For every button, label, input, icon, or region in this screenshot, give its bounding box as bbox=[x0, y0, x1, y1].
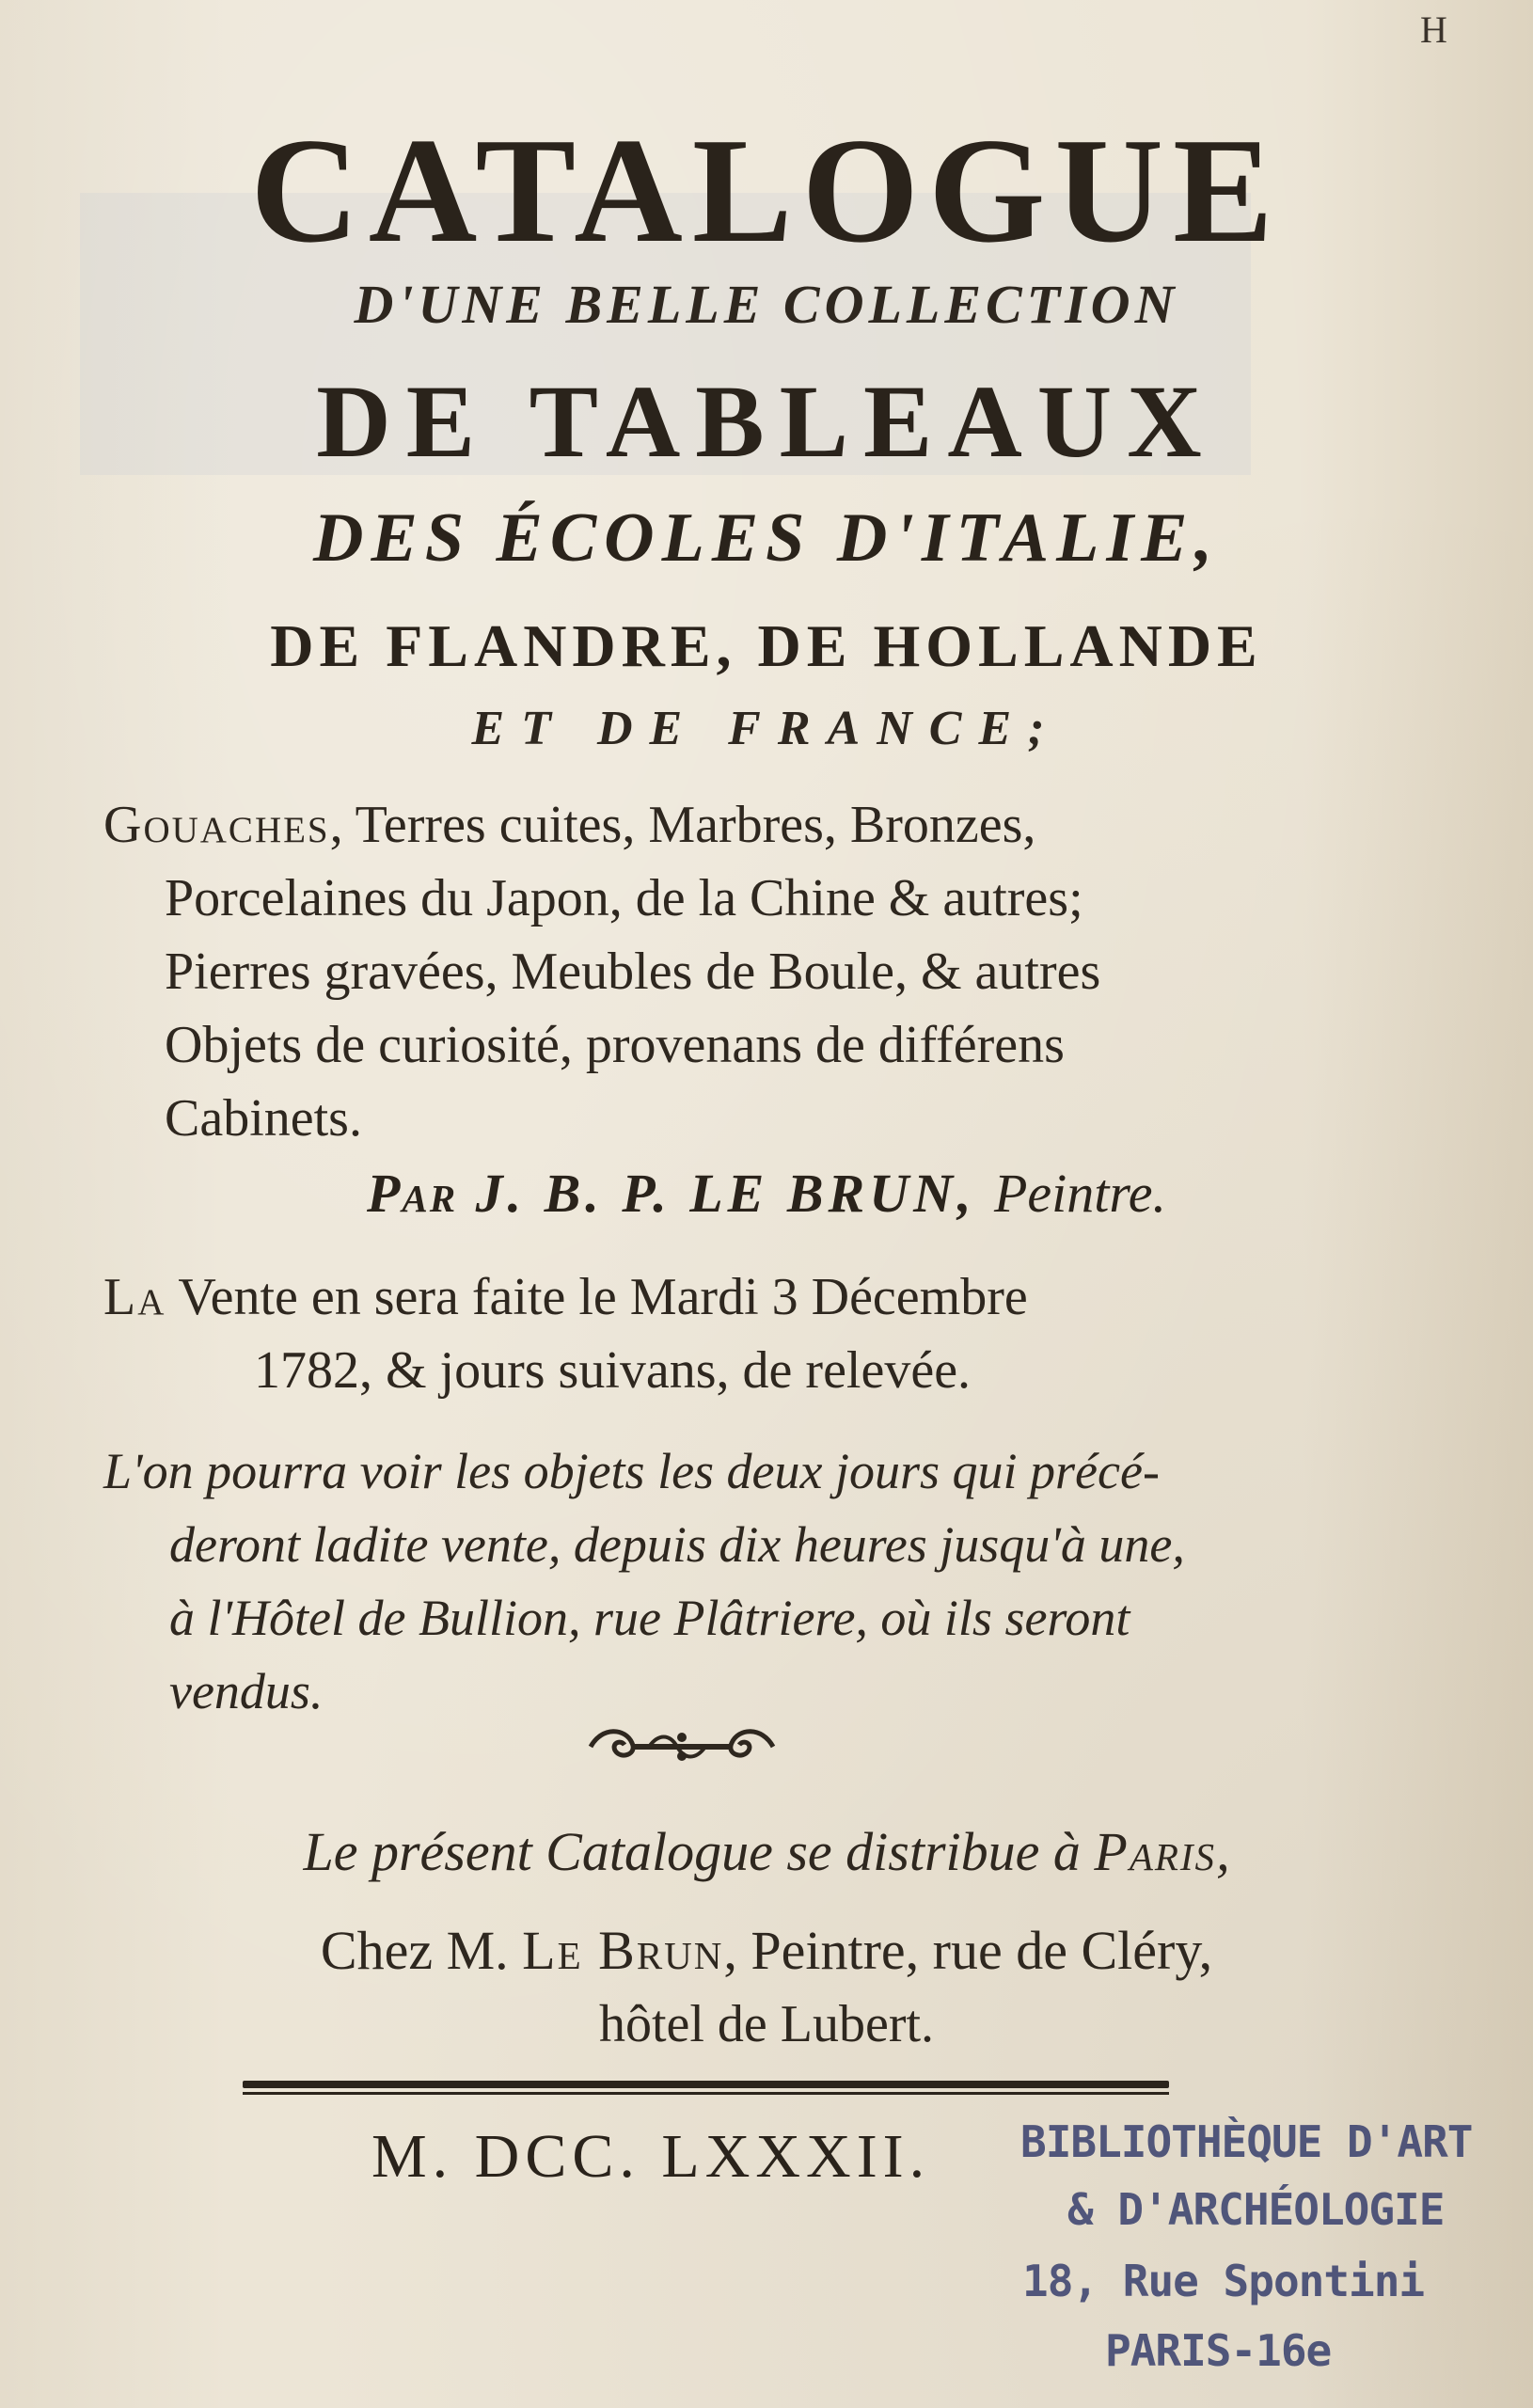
author-line bbox=[0, 1162, 1533, 1225]
contents-paragraph bbox=[103, 788, 1100, 1155]
sale-line: 1782, & jours suivans, de relevée. bbox=[254, 1341, 972, 1400]
viewing-line: à l'Hôtel de Bullion, rue Plâtriere, où ils seront bbox=[169, 1590, 1130, 1646]
author-prefix: Par bbox=[366, 1163, 458, 1224]
contents-line: Porcelaines du Japon, de la Chine & autres; bbox=[165, 869, 1083, 927]
double-rule-divider bbox=[243, 2079, 1169, 2098]
stamp-line: BIBLIOTHÈQUE D'ART bbox=[1020, 2116, 1473, 2167]
title-line-collection: D'UNE BELLE COLLECTION bbox=[354, 274, 1179, 335]
author-name: J. B. P. LE BRUN, bbox=[475, 1163, 976, 1224]
title-line-ecoles: DES ÉCOLES D'ITALIE, bbox=[313, 499, 1220, 577]
distribution-line: Le présent Catalogue se distribue à Paris, bbox=[303, 1821, 1230, 1882]
viewing-line: L'on pourra voir les objets les deux jours qui précé- bbox=[103, 1443, 1160, 1499]
title-line-tableaux: DE TABLEAUX bbox=[316, 364, 1217, 479]
fleuron-ornament bbox=[583, 1717, 781, 1773]
contents-line: Cabinets. bbox=[165, 1089, 362, 1148]
viewing-line: vendus. bbox=[169, 1663, 324, 1719]
stamp-line: PARIS-16e bbox=[1105, 2325, 1332, 2376]
sale-paragraph bbox=[103, 1260, 1028, 1407]
viewing-paragraph bbox=[103, 1434, 1185, 1728]
contents-line: Gouaches, Terres cuites, Marbres, Bronzes, bbox=[103, 796, 1036, 854]
imprint-date: M. DCC. LXXXII. bbox=[371, 2122, 931, 2191]
title-line-flandre: DE FLANDRE, DE HOLLANDE bbox=[270, 612, 1263, 679]
stamp-line: & D'ARCHÉOLOGIE bbox=[1067, 2184, 1445, 2235]
stamp-line: 18, Rue Spontini bbox=[1022, 2256, 1425, 2306]
hotel-line: hôtel de Lubert. bbox=[598, 1995, 935, 2053]
title-catalogue: CATALOGUE bbox=[250, 106, 1283, 274]
address-line: Chez M. Le Brun, Peintre, rue de Cléry, bbox=[320, 1920, 1213, 1981]
sale-line: La Vente en sera faite le Mardi 3 Décembre bbox=[103, 1268, 1028, 1326]
author-role: Peintre. bbox=[993, 1163, 1167, 1224]
contents-line: Objets de curiosité, provenans de différens bbox=[165, 1016, 1065, 1074]
corner-mark: H bbox=[1420, 8, 1447, 51]
viewing-line: deront ladite vente, depuis dix heures jusqu'à une, bbox=[169, 1516, 1185, 1573]
contents-line: Pierres gravées, Meubles de Boule, & autres bbox=[165, 943, 1101, 1001]
title-line-france: ET DE FRANCE; bbox=[471, 702, 1062, 755]
